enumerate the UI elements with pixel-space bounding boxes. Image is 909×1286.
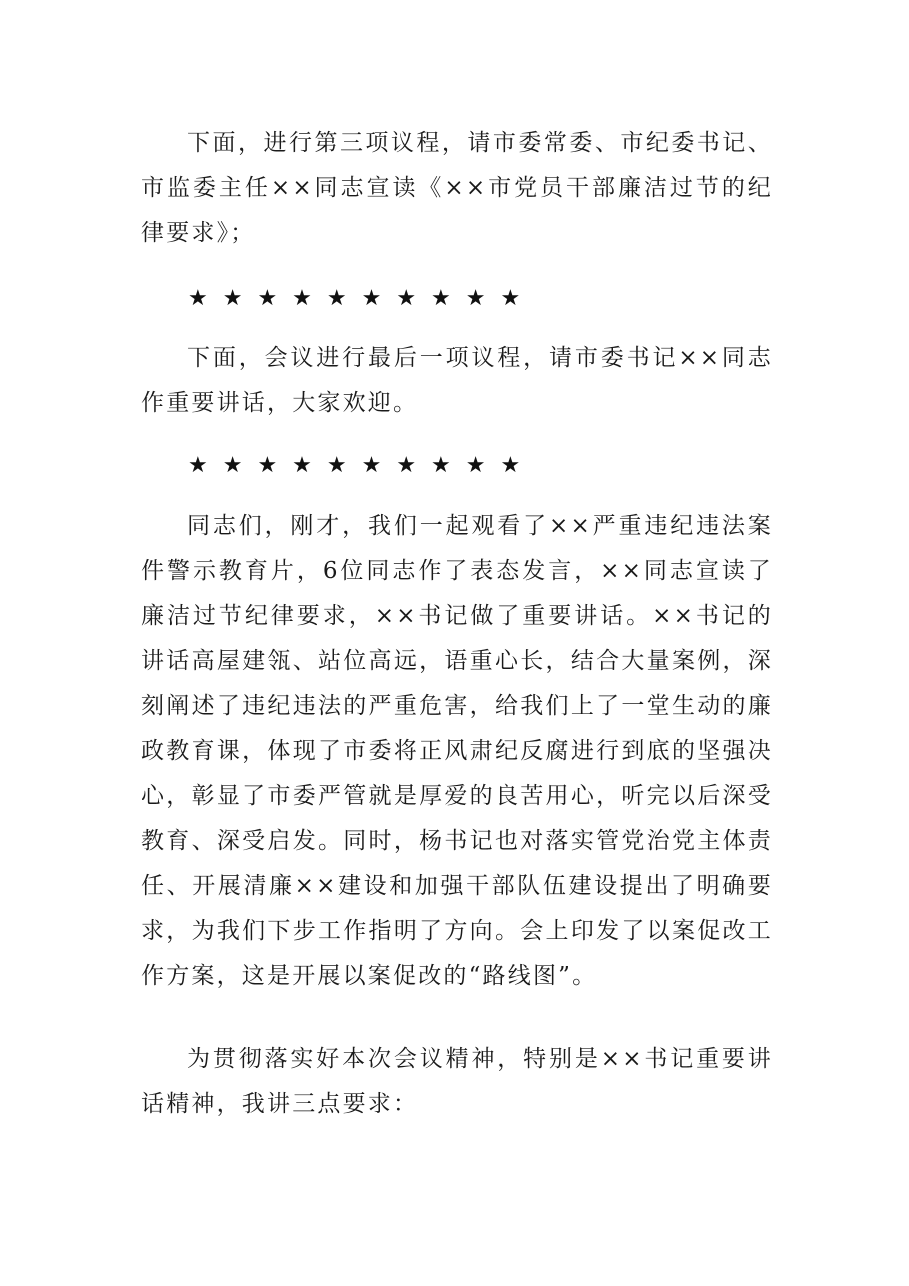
paragraph-agenda-last: 下面，会议进行最后一项议程，请市委书记××同志作重要讲话，大家欢迎。 — [141, 345, 773, 416]
paragraph-requirements-intro: 为贯彻落实好本次会议精神，特别是××书记重要讲话精神，我讲三点要求： — [141, 1046, 773, 1117]
star-separator: ★★★★★★★★★★ — [188, 453, 536, 478]
star-separator: ★★★★★★★★★★ — [188, 286, 536, 311]
paragraph-summary: 同志们，刚才，我们一起观看了××严重违纪违法案件警示教育片，6位同志作了表态发言，××同志宣读了廉洁过节纪律要求，××书记做了重要讲话。××书记的讲话高屋建瓴、站位高远，语重心长，结合大量案例，深刻阐述了违纪违法的严重危害，给我们上了一堂生动的廉政教育课，体现了市委将正风肃纪反腐进行到底的坚强决心，彰显了市委严管就是厚爱的良苦用心，听完以后深受教育、深受启发。同时，杨书记也对落实管党治党主体责任、开展清廉××建设和加强干部队伍建设提出了明确要求，为我们下步工作指明了方向。会上印发了以案促改工作方案，这是开展以案促改的“路线图”。 — [141, 513, 773, 989]
paragraph-agenda-three: 下面，进行第三项议程，请市委常委、市纪委书记、市监委主任××同志宣读《××市党员干部廉洁过节的纪律要求》； — [141, 130, 773, 246]
